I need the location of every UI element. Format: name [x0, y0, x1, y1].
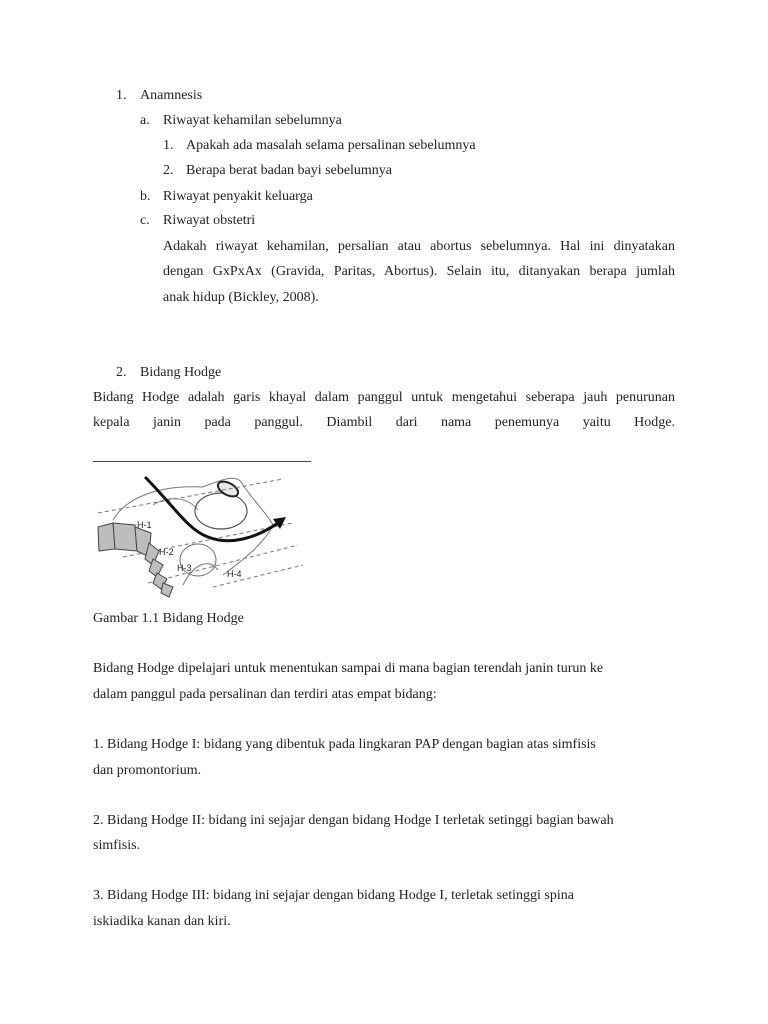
section-1-title: Anamnesis	[140, 88, 203, 103]
plane-2-line-1: 2. Bidang Hodge II: bidang ini sejajar dengan bidang Hodge I terletak setinggi bagian bawah	[93, 813, 614, 828]
plane-2-line-2: simfisis.	[93, 838, 141, 853]
item-b-marker: b.	[140, 189, 151, 204]
paragraph-line-1: Bidang Hodge dipelajari untuk menentukan sampai di mana bagian terendah janin turun ke	[93, 661, 604, 676]
section-2-number: 2.	[116, 365, 127, 380]
figure-top-rule	[93, 461, 311, 462]
h3-label: H-3	[177, 563, 192, 573]
figure-caption: Gambar 1.1 Bidang Hodge	[93, 611, 244, 626]
item-c-marker: c.	[140, 213, 150, 228]
intro-line-1: Bidang Hodge adalah garis khayal dalam panggul untuk mengetahui seberapa jauh penurunan	[93, 390, 675, 405]
h2-label: H-2	[159, 547, 174, 557]
plane-1-line-2: dan promontorium.	[93, 763, 202, 778]
subitem-1-marker: 1.	[163, 138, 174, 153]
item-a-label: Riwayat kehamilan sebelumnya	[163, 113, 342, 128]
paragraph-line-2: dalam panggul pada persalinan dan terdiri atas empat bidang:	[93, 687, 437, 702]
item-c-line-2: dengan GxPxAx (Gravida, Paritas, Abortus). Selain itu, ditanyakan berapa jumlah	[163, 264, 675, 279]
item-a-marker: a.	[140, 113, 150, 128]
plane-3-line-1: 3. Bidang Hodge III: bidang ini sejajar dengan bidang Hodge I, terletak setinggi spina	[93, 888, 574, 903]
hodge-plane-figure	[93, 465, 311, 603]
h1-label: H-1	[137, 520, 152, 530]
item-c-line-1: Adakah riwayat kehamilan, persalian atau abortus sebelumnya. Hal ini dinyatakan	[163, 239, 675, 254]
section-1-number: 1.	[116, 88, 127, 103]
item-c-line-3: anak hidup (Bickley, 2008).	[163, 290, 319, 305]
pelvis-diagram	[93, 465, 311, 603]
section-2-title: Bidang Hodge	[140, 365, 222, 380]
plane-3-line-2: iskiadika kanan dan kiri.	[93, 914, 231, 929]
plane-1-line-1: 1. Bidang Hodge I: bidang yang dibentuk pada lingkaran PAP dengan bagian atas simfisis	[93, 737, 596, 752]
item-b-label: Riwayat penyakit keluarga	[163, 189, 313, 204]
subitem-2-marker: 2.	[163, 163, 174, 178]
subitem-1-text: Apakah ada masalah selama persalinan sebelumnya	[186, 138, 476, 153]
h4-label: H-4	[227, 569, 242, 579]
subitem-2-text: Berapa berat badan bayi sebelumnya	[186, 163, 393, 178]
item-c-label: Riwayat obstetri	[163, 213, 256, 228]
intro-line-2: kepala janin pada panggul. Diambil dari nama penemunya yaitu Hodge.	[93, 415, 675, 430]
